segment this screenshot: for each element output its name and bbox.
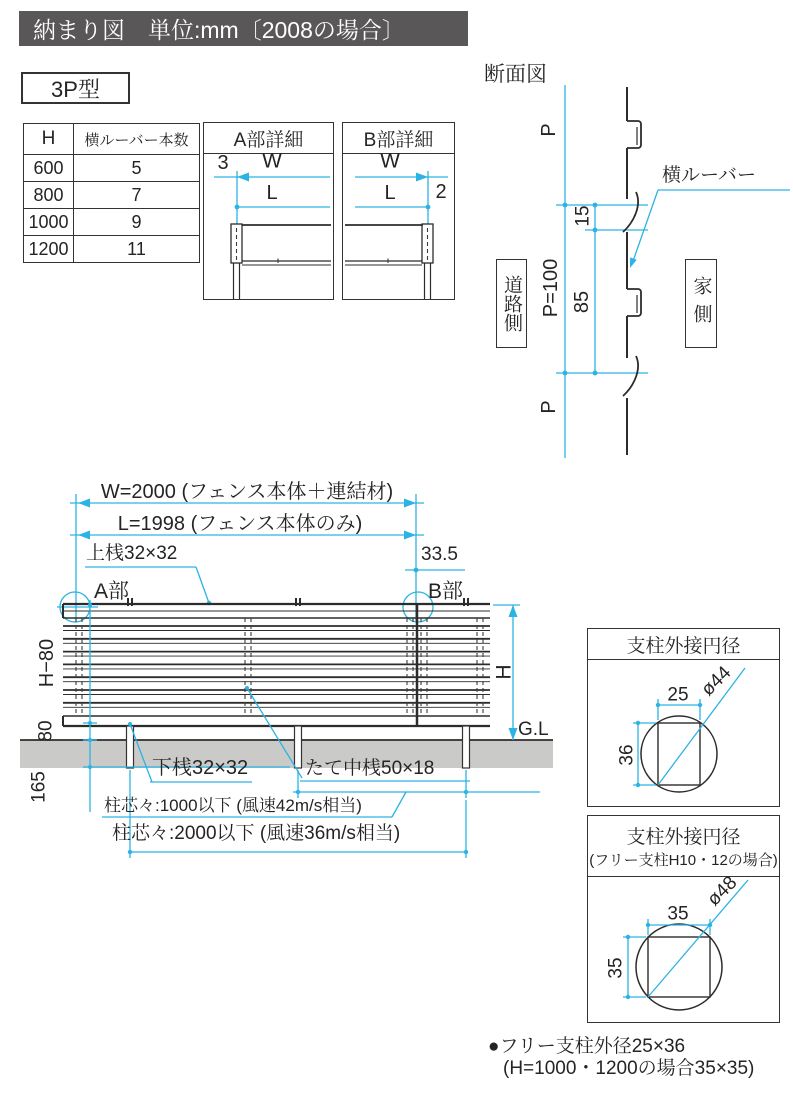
dim-80-label: 80 bbox=[35, 720, 57, 742]
dim-w2000-label: W=2000 (フェンス本体＋連結材) bbox=[100, 481, 394, 503]
cell-h: 1200 bbox=[24, 236, 74, 263]
cell-count: 11 bbox=[74, 236, 200, 263]
cell-h: 800 bbox=[24, 182, 74, 209]
post2-dim-35w: 35 bbox=[667, 903, 689, 925]
dim-33-5-label: 33.5 bbox=[421, 544, 458, 565]
detail-a-title: A部詳細 bbox=[204, 123, 333, 154]
detail-b-dim-2: 2 bbox=[435, 181, 447, 203]
table-row bbox=[24, 209, 200, 236]
pitch-2000-label: 柱芯々:2000以下 (風速36m/s相当) bbox=[112, 823, 401, 844]
post1-dim-36: 36 bbox=[616, 744, 638, 766]
hidden-post-lines bbox=[76, 618, 483, 716]
cell-h: 600 bbox=[24, 155, 74, 182]
table-row bbox=[24, 236, 200, 263]
detail-a-dim-3: 3 bbox=[217, 152, 229, 174]
cell-count: 9 bbox=[74, 209, 200, 236]
road-side-box: 道路側 bbox=[496, 259, 527, 348]
post1-dim-25: 25 bbox=[667, 684, 689, 706]
detail-a-dim-w: W bbox=[262, 149, 282, 173]
bottom-rail-label: 下桟32×32 bbox=[152, 757, 249, 779]
post-detail-2-title-block bbox=[588, 816, 779, 877]
post-detail-2-title: 支柱外接円径 bbox=[626, 827, 741, 848]
page-title: 納まり図 単位:mm〔2008の場合〕 bbox=[33, 17, 405, 43]
cell-count: 7 bbox=[74, 182, 200, 209]
table-row bbox=[24, 182, 200, 209]
footnote-line2: (H=1000・1200の場合35×35) bbox=[503, 1058, 755, 1079]
section-dim-15: 15 bbox=[572, 205, 594, 227]
col-header-h: H bbox=[24, 124, 74, 155]
section-dim-p-bottom: P bbox=[538, 400, 560, 414]
ground-strip bbox=[20, 740, 553, 768]
section-dim-p100: P=100 bbox=[540, 258, 562, 318]
louver-callout-label: 横ルーバー bbox=[662, 165, 757, 186]
pitch-1000-label: 柱芯々:1000以下 (風速42m/s相当) bbox=[104, 796, 362, 815]
section-drawing bbox=[556, 85, 790, 458]
dim-l1998-label: L=1998 (フェンス本体のみ) bbox=[117, 513, 363, 535]
cell-h: 1000 bbox=[24, 209, 74, 236]
col-header-count: 横ルーバー本数 bbox=[74, 124, 200, 155]
part-a-label: A部 bbox=[94, 580, 130, 603]
detail-b-title: B部詳細 bbox=[343, 123, 454, 154]
page-header-bar bbox=[19, 11, 468, 46]
footnote-line1: ●フリー支柱外径25×36 bbox=[488, 1036, 686, 1057]
dim-h-80-label: H−80 bbox=[36, 638, 58, 688]
section-title: 断面図 bbox=[484, 63, 547, 86]
section-dim-p-top: P bbox=[538, 123, 560, 137]
top-rail-label: 上桟32×32 bbox=[86, 543, 178, 564]
detail-a-dim-l: L bbox=[266, 182, 278, 204]
post-detail-1-box bbox=[587, 628, 780, 807]
post-detail-2-subtitle: (フリー支柱H10・12の場合) bbox=[589, 852, 778, 869]
post2-dim-35h: 35 bbox=[605, 957, 627, 979]
ground-level-label: G.L bbox=[518, 719, 549, 740]
section-dim-85: 85 bbox=[571, 290, 593, 314]
dim-h-label: H bbox=[492, 664, 516, 680]
model-type-label: 3P型 bbox=[51, 76, 100, 102]
dim-165-label: 165 bbox=[28, 771, 50, 803]
table-row bbox=[24, 155, 200, 182]
table-header-row bbox=[24, 124, 200, 155]
post1-dia-44: ø44 bbox=[697, 662, 736, 701]
mid-stile-label: たて中桟50×18 bbox=[305, 758, 435, 779]
louver-count-table bbox=[23, 123, 200, 263]
post2-dia-48: ø48 bbox=[703, 872, 742, 911]
house-side-box: 家側 bbox=[685, 259, 717, 348]
model-type-box bbox=[21, 72, 130, 104]
detail-b-dim-l: L bbox=[384, 182, 396, 204]
detail-b-dim-w: W bbox=[380, 149, 400, 173]
post-detail-1-title: 支柱外接円径 bbox=[588, 629, 779, 660]
part-b-label: B部 bbox=[428, 580, 464, 603]
cell-count: 5 bbox=[74, 155, 200, 182]
